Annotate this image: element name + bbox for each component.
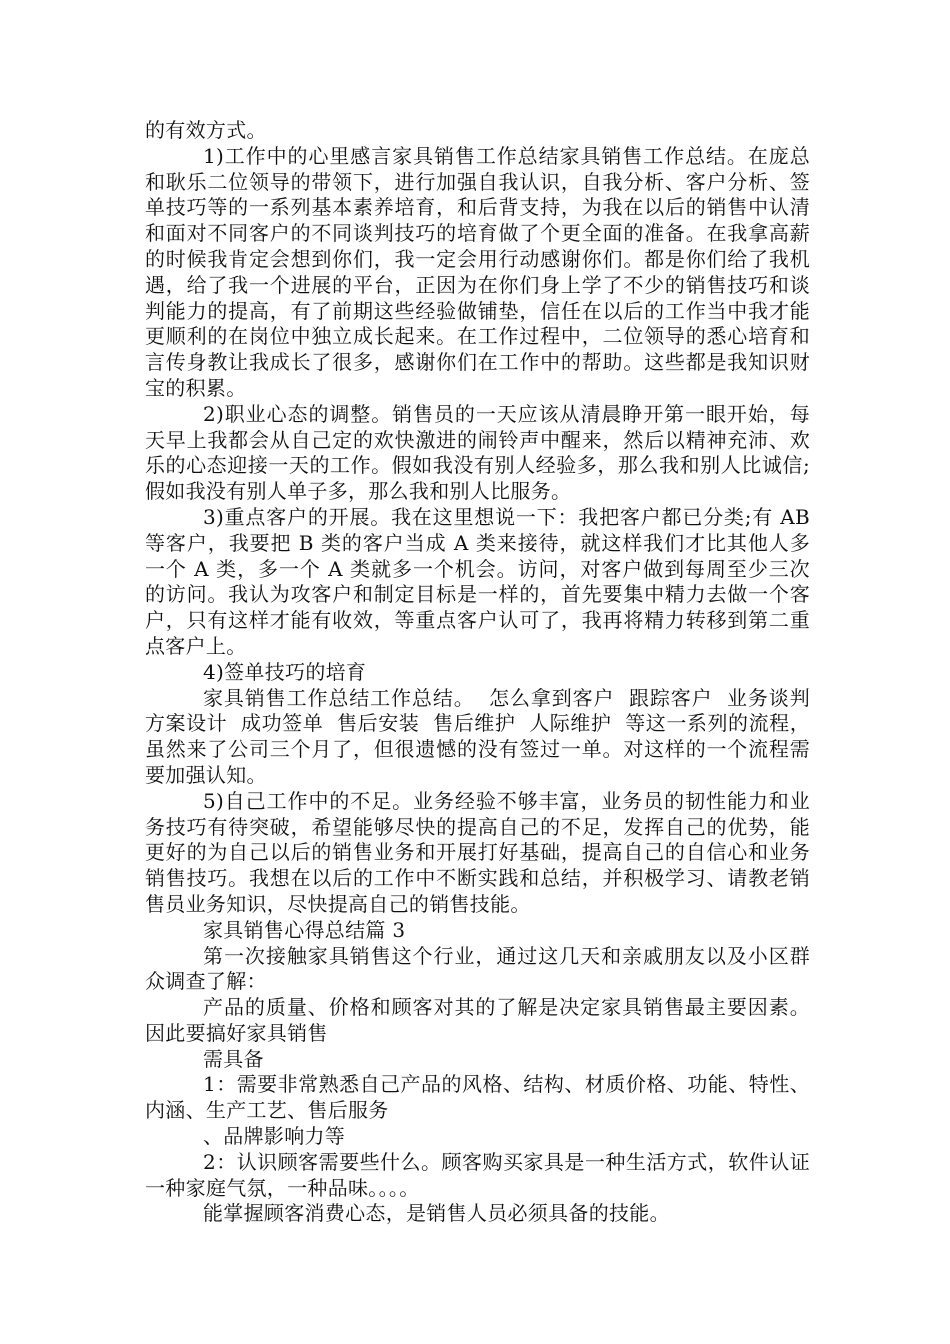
paragraph-10: 需具备 <box>203 1046 264 1071</box>
paragraph-6: 5)自己工作中的不足。业务经验不够丰富，业务员的韧性能力和业务技巧有待突破，希望能够尽快的提高自己的不足，发挥自己的优势，能更好的为自己以后的销售业务和开展打好基础，提高自己的自信心和业务销售技巧。我想在以后的工作中不断实践和总结，并积极学习、请教老销售员业务知识，尽快提高自己的销售技能。 <box>145 788 810 916</box>
document-page <box>145 118 824 1227</box>
paragraph-9: 产品的质量、价格和顾客对其的了解是决定家具销售最主要因素。因此要搞好家具销售 <box>145 995 810 1045</box>
paragraph-0: 的有效方式。 <box>145 118 267 142</box>
paragraph-5: 家具销售工作总结工作总结。 怎么拿到客户 跟踪客户 业务谈判 方案设计 成功签单 售后安装 售后维护 人际维护 等这一系列的流程，虽然来了公司三个月了，但很遗憾的没有签过一单。对这样的一个流程需要加强认知。 <box>145 685 824 787</box>
paragraph-11: 1：需要非常熟悉自己产品的风格、结构、材质价格、功能、特性、内涵、生产工艺、售后服务 <box>145 1072 810 1123</box>
paragraph-13: 2：认识顾客需要些什么。顾客购买家具是一种生活方式，软件认证一种家庭气氛，一种品味。。。。 <box>145 1149 810 1200</box>
paragraph-12: 、品牌影响力等 <box>203 1124 346 1149</box>
paragraph-2: 2)职业心态的调整。销售员的一天应该从清晨睁开第一眼开始，每天早上我都会从自己定的欢快激进的闹铃声中醒来，然后以精神充沛、欢乐的心态迎接一天的工作。假如我没有别人经验多，那么我和别人比诚信;假如我没有别人单子多，那么我和别人比服务。 <box>145 401 810 504</box>
paragraph-14: 能掌握顾客消费心态，是销售人员必须具备的技能。 <box>203 1201 670 1226</box>
paragraph-3: 3)重点客户的开展。我在这里想说一下：我把客户都已分类;有 AB 等客户，我要把 B 类的客户当成 A 类来接待，就这样我们才比其他人多一个 A 类，多一个 A 类就多一个机会。访问，对客户做到每周至少三次的访问。我认为攻客户和制定目标是一样的，首先要集中精力去做一个客户，只有这样才能有收效，等重点客户认可了，我再将精力转移到第二重点客户上。 <box>145 504 817 658</box>
paragraph-4: 4)签单技巧的培育 <box>203 659 367 684</box>
section-heading: 家具销售心得总结篇 3 <box>203 917 406 942</box>
paragraph-1: 1)工作中的心里感言家具销售工作总结家具销售工作总结。在庞总和耿乐二位领导的带领下，进行加强自我认识，自我分析、客户分析、签单技巧等的一系列基本素养培育，和后背支持，为我在以后的销售中认清和面对不同客户的不同谈判技巧的培育做了个更全面的准备。在我拿高薪的时候我肯定会想到你们，我一定会用行动感谢你们。都是你们给了我机遇，给了我一个进展的平台，正因为在你们身上学了不少的销售技巧和谈判能力的提高，有了前期这些经验做铺垫，信任在以后的工作当中我才能更顺利的在岗位中独立成长起来。在工作过程中，二位领导的悉心培育和言传身教让我成长了很多，感谢你们在工作中的帮助。这些都是我知识财宝的积累。 <box>145 143 810 400</box>
paragraph-8: 第一次接触家具销售这个行业，通过这几天和亲戚朋友以及小区群众调查了解： <box>145 943 810 994</box>
